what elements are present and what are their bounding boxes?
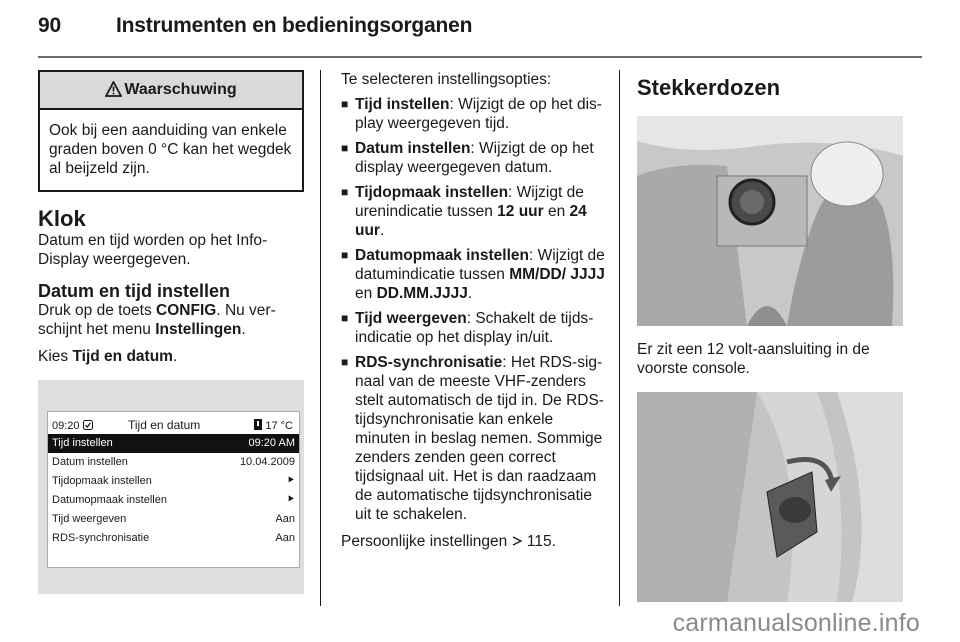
- console-socket-photo: [637, 116, 903, 326]
- list-item: ■ Tijd instellen: Wijzigt de op het display weergegeven tijd.: [341, 96, 602, 132]
- display-row-tijd-weergeven[interactable]: Tijd weergeven Aan: [52, 513, 295, 525]
- cross-reference: Persoonlijke instellingen 115.: [341, 533, 556, 550]
- info-display-figure: [38, 380, 304, 594]
- warning-box: [38, 70, 304, 192]
- page-title: Instrumenten en bedieningsorganen: [116, 14, 473, 37]
- options-intro: Te selecteren instellingsopties:: [341, 71, 552, 88]
- clock-icon: [83, 420, 93, 430]
- list-item: ■ Datumopmaak instellen: Wijzigt de datumindicatie tussen MM/DD/ JJJJ en DD.MM.JJJJ.: [341, 247, 605, 302]
- column-left: [38, 70, 304, 594]
- column-divider-2: [619, 70, 620, 606]
- thermometer-icon: [254, 419, 262, 430]
- watermark: carmanualsonline.info: [672, 609, 920, 637]
- display-row-tijd-instellen[interactable]: Tijd instellen 09:20 AM: [48, 434, 299, 453]
- page-header: [38, 14, 472, 38]
- list-item: ■ Datum instellen: Wijzigt de op het display weergegeven datum.: [341, 140, 594, 176]
- display-row-datum-instellen[interactable]: Datum instellen 10.04.2009: [52, 456, 295, 468]
- reference-page-link[interactable]: 115: [526, 533, 552, 550]
- socket-caption: Er zit een 12 volt-aansluiting in de voorste console.: [637, 341, 870, 377]
- warning-header: [40, 72, 302, 110]
- column-middle: [341, 70, 606, 551]
- display-row-tijdopmaak[interactable]: Tijdopmaak instellen ⯈: [48, 472, 299, 491]
- menu-tijd-en-datum: Tijd en datum: [72, 348, 173, 365]
- instruction-kies: Kies Tijd en datum.: [38, 348, 178, 365]
- section-heading-klok: Klok: [38, 206, 86, 231]
- screen-status-bar: [48, 412, 299, 434]
- list-item: ■ Tijd weergeven: Schakelt de tijdsindicatie op het display in/uit.: [341, 310, 594, 346]
- chevron-right-icon: ⯈: [286, 475, 295, 487]
- display-row-rds[interactable]: RDS-synchronisatie Aan: [52, 532, 295, 544]
- header-rule: [38, 56, 922, 58]
- chevron-right-icon: ⯈: [286, 494, 295, 506]
- socket-cover-photo: [637, 392, 903, 602]
- column-divider-1: [320, 70, 321, 606]
- subheading-datum-tijd: Datum en tijd instellen: [38, 281, 231, 301]
- warning-triangle-icon: [105, 81, 122, 97]
- list-item: ■ Tijdopmaak instellen: Wijzigt de urenindicatie tussen 12 uur en 24 uur.: [341, 184, 587, 239]
- warning-text: Ook bij een aanduiding van enkele graden boven 0 °C kan het wegdek al beijzeld zijn.: [49, 122, 292, 177]
- column-right: [637, 70, 903, 602]
- instruction-config: Druk op de toets CONFIG. Nu verschijnt het menu Instellingen.: [38, 302, 276, 338]
- config-key: CONFIG: [156, 302, 217, 319]
- screen-temperature: 17 °C: [254, 417, 293, 436]
- screen-clock: 09:20: [52, 417, 93, 436]
- screen-title: Tijd en datum: [128, 418, 201, 432]
- klok-intro: Datum en tijd worden op het Info-Display weergegeven.: [38, 232, 268, 268]
- display-row-datumopmaak[interactable]: Datumopmaak instellen ⯈: [48, 491, 299, 510]
- list-item: ■ RDS-synchronisatie: Het RDS-signaal van de meeste VHF-zenders stelt automatisch de tijd in. De RDS-tijdsynchronisatie kan enkele minuten in beslag nemen. Sommige zenders zenden geen correct tijdsignaal uit. Het is dan raadzaam de automatische tijdsynchronisatie uit te schakelen.: [341, 354, 604, 523]
- page-number: 90: [38, 14, 61, 37]
- section-heading-stekkerdozen: Stekkerdozen: [637, 75, 781, 100]
- info-display-screen: [47, 411, 300, 568]
- warning-title: Waarschuwing: [124, 81, 237, 98]
- page-reference-icon: [512, 536, 523, 546]
- menu-instellingen: Instellingen: [155, 321, 242, 338]
